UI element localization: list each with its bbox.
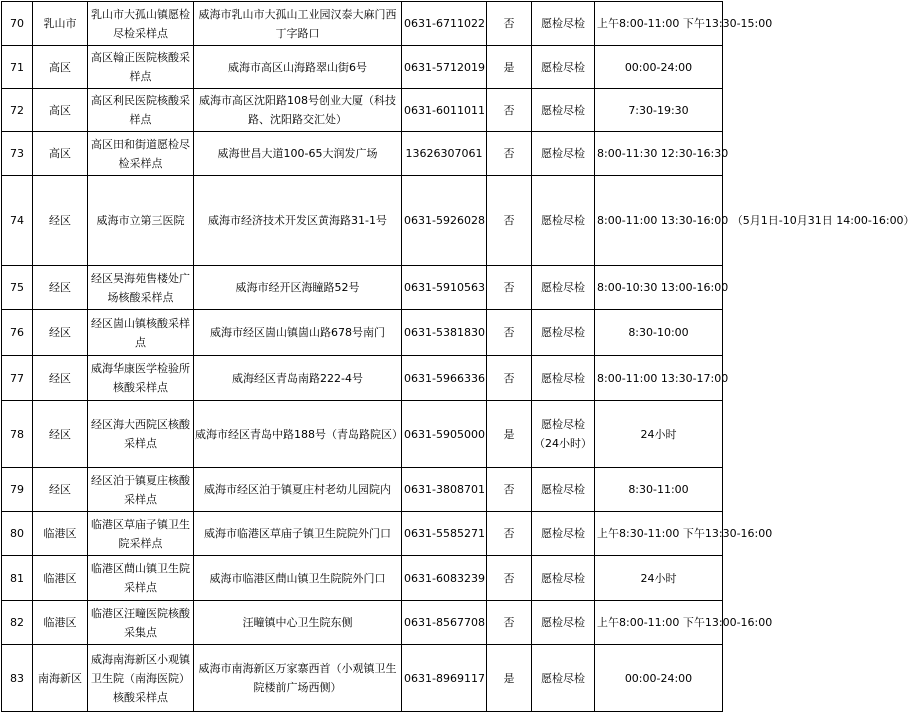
table-row <box>2 46 723 89</box>
address-cell: 威海市经区泊于镇夏庄村老幼儿园院内 <box>194 468 402 512</box>
address-cell: 威海市经区崮山镇崮山路678号南门 <box>194 310 402 356</box>
fee-cell: 否 <box>487 556 532 601</box>
address-cell: 威海市高区山海路翠山街6号 <box>194 46 402 89</box>
table-row <box>2 132 723 176</box>
fee-cell: 否 <box>487 176 532 266</box>
district-cell: 经区 <box>33 401 88 468</box>
hours-cell: 上午8:30-11:00 下午13:30-16:00 <box>595 512 723 556</box>
site-name-cell: 经区海大西院区核酸采样点 <box>88 401 194 468</box>
hours-cell: 00:00-24:00 <box>595 46 723 89</box>
row-number: 71 <box>2 46 33 89</box>
scope-cell: 愿检尽检 <box>532 356 595 401</box>
table-row <box>2 356 723 401</box>
fee-cell: 否 <box>487 310 532 356</box>
row-number: 77 <box>2 356 33 401</box>
address-cell: 威海市高区沈阳路108号创业大厦（科技路、沈阳路交汇处） <box>194 89 402 132</box>
scope-cell: 愿检尽检 <box>532 601 595 645</box>
phone-cell: 0631-5926028 <box>402 176 487 266</box>
site-name-cell: 威海华康医学检验所核酸采样点 <box>88 356 194 401</box>
phone-cell: 0631-5381830 <box>402 310 487 356</box>
fee-cell: 否 <box>487 356 532 401</box>
scope-cell: 愿检尽检 <box>532 266 595 310</box>
phone-cell: 0631-8969117 <box>402 645 487 712</box>
hours-cell: 8:30-10:00 <box>595 310 723 356</box>
row-number: 79 <box>2 468 33 512</box>
site-name-cell: 高区田和街道愿检尽检采样点 <box>88 132 194 176</box>
address-cell: 威海市南海新区万家寨西首（小观镇卫生院楼前广场西侧） <box>194 645 402 712</box>
testing-sites-table <box>1 1 915 712</box>
district-cell: 临港区 <box>33 556 88 601</box>
table-row <box>2 310 723 356</box>
scope-cell: 愿检尽检 <box>532 89 595 132</box>
fee-cell: 是 <box>487 46 532 89</box>
fee-cell: 否 <box>487 512 532 556</box>
scope-cell: 愿检尽检 <box>532 556 595 601</box>
table-row <box>2 2 723 46</box>
address-cell: 威海市经区青岛中路188号（青岛路院区） <box>194 401 402 468</box>
hours-cell: 8:00-10:30 13:00-16:00 <box>595 266 723 310</box>
district-cell: 高区 <box>33 46 88 89</box>
address-cell: 威海市经开区海瞳路52号 <box>194 266 402 310</box>
hours-cell: 8:00-11:30 12:30-16:30 <box>595 132 723 176</box>
scope-cell: 愿检尽检 <box>532 310 595 356</box>
address-cell: 威海市临港区蔄山镇卫生院院外门口 <box>194 556 402 601</box>
hours-cell: 8:00-11:00 13:30-16:00 （5月1日-10月31日 14:00-16:00） <box>595 176 723 266</box>
table-row <box>2 645 723 712</box>
table-row <box>2 266 723 310</box>
hours-cell: 上午8:00-11:00 下午13:30-15:00 <box>595 2 723 46</box>
scope-cell: 愿检尽检 <box>532 46 595 89</box>
district-cell: 经区 <box>33 266 88 310</box>
address-cell: 威海市经济技术开发区黄海路31-1号 <box>194 176 402 266</box>
phone-cell: 0631-5712019 <box>402 46 487 89</box>
district-cell: 临港区 <box>33 512 88 556</box>
phone-cell: 0631-6711022 <box>402 2 487 46</box>
fee-cell: 是 <box>487 645 532 712</box>
hours-cell: 24小时 <box>595 556 723 601</box>
phone-cell: 0631-3808701 <box>402 468 487 512</box>
row-number: 72 <box>2 89 33 132</box>
hours-cell: 00:00-24:00 <box>595 645 723 712</box>
hours-cell: 上午8:00-11:00 下午13:00-16:00 <box>595 601 723 645</box>
site-name-cell: 临港区蔄山镇卫生院采样点 <box>88 556 194 601</box>
scope-cell: 愿检尽检 <box>532 645 595 712</box>
site-name-cell: 高区翰正医院核酸采样点 <box>88 46 194 89</box>
district-cell: 临港区 <box>33 601 88 645</box>
phone-cell: 0631-5966336 <box>402 356 487 401</box>
hours-cell: 8:00-11:00 13:30-17:00 <box>595 356 723 401</box>
site-name-cell: 高区利民医院核酸采样点 <box>88 89 194 132</box>
phone-cell: 0631-6083239 <box>402 556 487 601</box>
fee-cell: 是 <box>487 401 532 468</box>
site-name-cell: 临港区汪疃医院核酸采集点 <box>88 601 194 645</box>
phone-cell: 0631-5585271 <box>402 512 487 556</box>
site-name-cell: 经区泊于镇夏庄核酸采样点 <box>88 468 194 512</box>
site-name-cell: 威海南海新区小观镇卫生院（南海医院）核酸采样点 <box>88 645 194 712</box>
district-cell: 经区 <box>33 310 88 356</box>
address-cell: 威海经区青岛南路222-4号 <box>194 356 402 401</box>
table-row <box>2 512 723 556</box>
row-number: 80 <box>2 512 33 556</box>
district-cell: 高区 <box>33 89 88 132</box>
district-cell: 经区 <box>33 176 88 266</box>
site-name-cell: 威海市立第三医院 <box>88 176 194 266</box>
district-cell: 乳山市 <box>33 2 88 46</box>
phone-cell: 0631-5910563 <box>402 266 487 310</box>
hours-cell: 8:30-11:00 <box>595 468 723 512</box>
phone-cell: 0631-5905000 <box>402 401 487 468</box>
site-name-cell: 乳山市大孤山镇愿检尽检采样点 <box>88 2 194 46</box>
table-row <box>2 556 723 601</box>
table-row <box>2 601 723 645</box>
table-row <box>2 89 723 132</box>
table-row <box>2 176 723 266</box>
scope-cell: 愿检尽检 <box>532 132 595 176</box>
phone-cell: 0631-8567708 <box>402 601 487 645</box>
address-cell: 威海市临港区草庙子镇卫生院院外门口 <box>194 512 402 556</box>
row-number: 78 <box>2 401 33 468</box>
address-cell: 汪疃镇中心卫生院东侧 <box>194 601 402 645</box>
row-number: 74 <box>2 176 33 266</box>
site-name-cell: 临港区草庙子镇卫生院采样点 <box>88 512 194 556</box>
hours-cell: 7:30-19:30 <box>595 89 723 132</box>
district-cell: 经区 <box>33 468 88 512</box>
scope-cell: 愿检尽检 <box>532 512 595 556</box>
row-number: 73 <box>2 132 33 176</box>
row-number: 82 <box>2 601 33 645</box>
district-cell: 高区 <box>33 132 88 176</box>
fee-cell: 否 <box>487 132 532 176</box>
scope-cell: 愿检尽检 <box>532 176 595 266</box>
address-cell: 威海市乳山市大孤山工业园汉泰大麻门西丁字路口 <box>194 2 402 46</box>
scope-cell: 愿检尽检（24小时） <box>532 401 595 468</box>
site-name-cell: 经区昊海苑售楼处广场核酸采样点 <box>88 266 194 310</box>
table-row <box>2 401 723 468</box>
phone-cell: 13626307061 <box>402 132 487 176</box>
fee-cell: 否 <box>487 2 532 46</box>
table-body <box>2 2 915 712</box>
fee-cell: 否 <box>487 601 532 645</box>
row-number: 83 <box>2 645 33 712</box>
fee-cell: 否 <box>487 266 532 310</box>
row-number: 75 <box>2 266 33 310</box>
row-number: 81 <box>2 556 33 601</box>
district-cell: 经区 <box>33 356 88 401</box>
hours-cell: 24小时 <box>595 401 723 468</box>
scope-cell: 愿检尽检 <box>532 2 595 46</box>
row-number: 76 <box>2 310 33 356</box>
table-row <box>2 468 723 512</box>
row-number: 70 <box>2 2 33 46</box>
district-cell: 南海新区 <box>33 645 88 712</box>
address-cell: 威海世昌大道100-65大润发广场 <box>194 132 402 176</box>
phone-cell: 0631-6011011 <box>402 89 487 132</box>
scope-cell: 愿检尽检 <box>532 468 595 512</box>
site-name-cell: 经区崮山镇核酸采样点 <box>88 310 194 356</box>
fee-cell: 否 <box>487 89 532 132</box>
fee-cell: 否 <box>487 468 532 512</box>
